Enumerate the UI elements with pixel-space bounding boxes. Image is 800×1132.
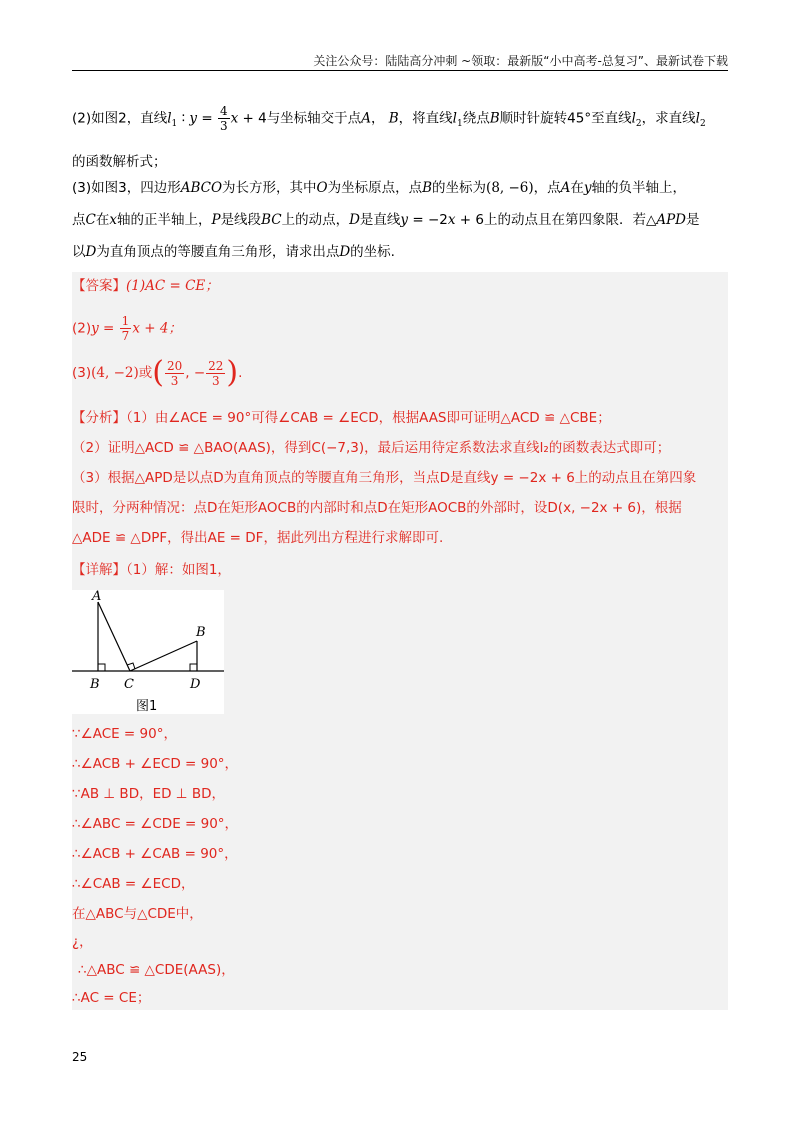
question-3-line-2: 点C在x轴的正半轴上，P是线段BC上的动点，D是直线y = −2x + 6上的动点且在第四象限．若△APD是	[72, 212, 700, 228]
analysis-line-1	[72, 408, 732, 428]
q3-l2-c: 轴的正半轴上，	[116, 212, 212, 228]
analysis-text-1: （1）由∠ACE = 90°可得∠CAB = ∠ECD，根据AAS即可证明△ACD ≌ △CBE；	[126, 410, 611, 426]
detail-step-4: ∴∠ABC = ∠CDE = 90°，	[72, 816, 239, 832]
q3-coord-value: (8, −6)	[486, 180, 534, 196]
label-a: A	[92, 590, 102, 604]
q3-text-a: ，点	[533, 180, 561, 196]
q2-text-rotate3: 顺时针旋转45°至直线	[499, 110, 632, 127]
q3-text-a2: 在	[570, 180, 584, 196]
q3-text-rect: 为长方形，其中	[222, 180, 317, 196]
answer-2-prefix: (2)	[72, 320, 92, 337]
q2-text-mid: 与坐标轴交于点	[266, 110, 362, 127]
detail-step-9: ∴△ABC ≌ △CDE(AAS)，	[78, 962, 235, 978]
detail-step-3: ∵AB ⊥ BD，ED ⊥ BD，	[72, 786, 226, 802]
page-number: 25	[72, 1050, 88, 1064]
answer-3-end: .	[238, 365, 243, 381]
detail-step-8: ¿，	[72, 934, 93, 950]
q3-l2-h: 是	[686, 212, 700, 228]
q3-text: (3)如图3，四边形	[72, 180, 181, 196]
detail-label: 【详解】	[72, 562, 126, 578]
answer-2-suffix: x + 4；	[132, 320, 182, 337]
q3-l3-a: 以	[72, 244, 86, 260]
segment-ac	[98, 602, 130, 671]
right-angle-d	[190, 664, 197, 671]
detail-step-1: ∵∠ACE = 90°，	[72, 726, 177, 742]
detail-line-intro	[72, 560, 732, 580]
detail-intro: （1）解：如图1，	[126, 562, 231, 578]
answer-label: 【答案】	[72, 278, 126, 294]
q3-l3-c: 的坐标.	[350, 244, 395, 260]
q3-l2-b: 在	[95, 212, 110, 228]
answer-line-3: (3)(4, −2)或( $\frac{20}{3}$ , − $\frac{22}{3}$ ).	[72, 355, 243, 390]
analysis-line-2: （2）证明△ACD ≌ △BAO(AAS)，得到C(−7,3)，最后运用待定系数法求直线l₂的函数表达式即可；	[72, 440, 671, 456]
q3-text-origin: 为坐标原点，点	[327, 180, 423, 196]
q2-text-rotate: ，将直线	[398, 110, 453, 127]
q3-text-a3: 轴的负半轴上，	[591, 180, 687, 196]
q3-l2-a: 点	[72, 212, 86, 228]
header-rule	[72, 70, 728, 71]
q2-text-end: ，求直线	[641, 110, 696, 127]
detail-step-5: ∴∠ACB + ∠CAB = 90°，	[72, 846, 238, 862]
answer-3-prefix: (3)	[72, 365, 92, 381]
q3-text-coord: 的坐标为	[432, 180, 487, 196]
q3-l3-b: 为直角顶点的等腰直角三角形，请求出点	[96, 244, 340, 260]
analysis-line-3: （3）根据△APD是以点D为直角顶点的等腰直角三角形，当点D是直线y = −2x + 6上的动点且在第四象	[72, 470, 697, 486]
label-d: D	[190, 677, 201, 692]
q2-text-rotate2: 绕点	[462, 110, 490, 127]
q3-l2-f: 是直线	[359, 212, 401, 228]
answer-3-value-1: (4, −2)	[91, 365, 139, 381]
detail-step-2: ∴∠ACB + ∠ECD = 90°，	[72, 756, 239, 772]
answer-1: (1)AC = CE；	[126, 278, 219, 294]
label-b-base: B	[90, 677, 100, 692]
detail-step-10: ∴AC = CE；	[72, 990, 151, 1006]
answer-3-or: 或	[138, 365, 153, 381]
label-c: C	[124, 677, 134, 692]
figure-caption: 图1	[136, 699, 158, 714]
q3-l2-g: 上的动点且在第四象限．若△	[483, 212, 657, 228]
analysis-line-4: 限时，分两种情况：点D在矩形AOCB的内部时和点D在矩形AOCB的外部时，设D(x, −2x + 6)，根据	[72, 500, 682, 516]
figure-1-diagram	[72, 590, 224, 714]
question-2-line-1: (2)如图2，直线$l_1$ ∶ y = $\frac{4}{3}$ x + 4与坐标轴交于点A， B，将直线$l_1$绕点B顺时针旋转45°至直线$l_2$，求直线$l_2$	[72, 104, 706, 133]
page-header: 关注公众号：陆陆高分冲刺 ~领取：最新版“小中高考-总复习”、最新试卷下载	[313, 54, 728, 68]
segment-ce	[130, 641, 197, 671]
figure-1	[72, 590, 224, 714]
right-angle-b	[98, 664, 105, 671]
analysis-line-5: △ADE ≌ △DPF，得出AE = DF，据此列出方程进行求解即可.	[72, 530, 444, 546]
question-3-line-3: 以D为直角顶点的等腰直角三角形，请求出点D的坐标.	[72, 244, 395, 260]
answer-line-2: (2)y = $\frac{1}{7}$ x + 4；	[72, 314, 182, 343]
detail-step-6: ∴∠CAB = ∠ECD，	[72, 876, 195, 892]
question-3-line-1: (3)如图3，四边形ABCO为长方形，其中O为坐标原点，点B的坐标为(8, −6)，点A在y轴的负半轴上，	[72, 180, 687, 196]
question-2-line-2: 的函数解析式；	[72, 154, 167, 170]
detail-step-7: 在△ABC与△CDE中，	[72, 906, 203, 922]
q3-l2-e: 上的动点，	[281, 212, 350, 228]
q3-l2-d: 是线段	[220, 212, 262, 228]
q2-text: (2)如图2，直线	[72, 110, 168, 127]
answer-line-1	[72, 276, 732, 296]
analysis-label: 【分析】	[72, 410, 126, 426]
label-b-top: B	[196, 625, 206, 640]
